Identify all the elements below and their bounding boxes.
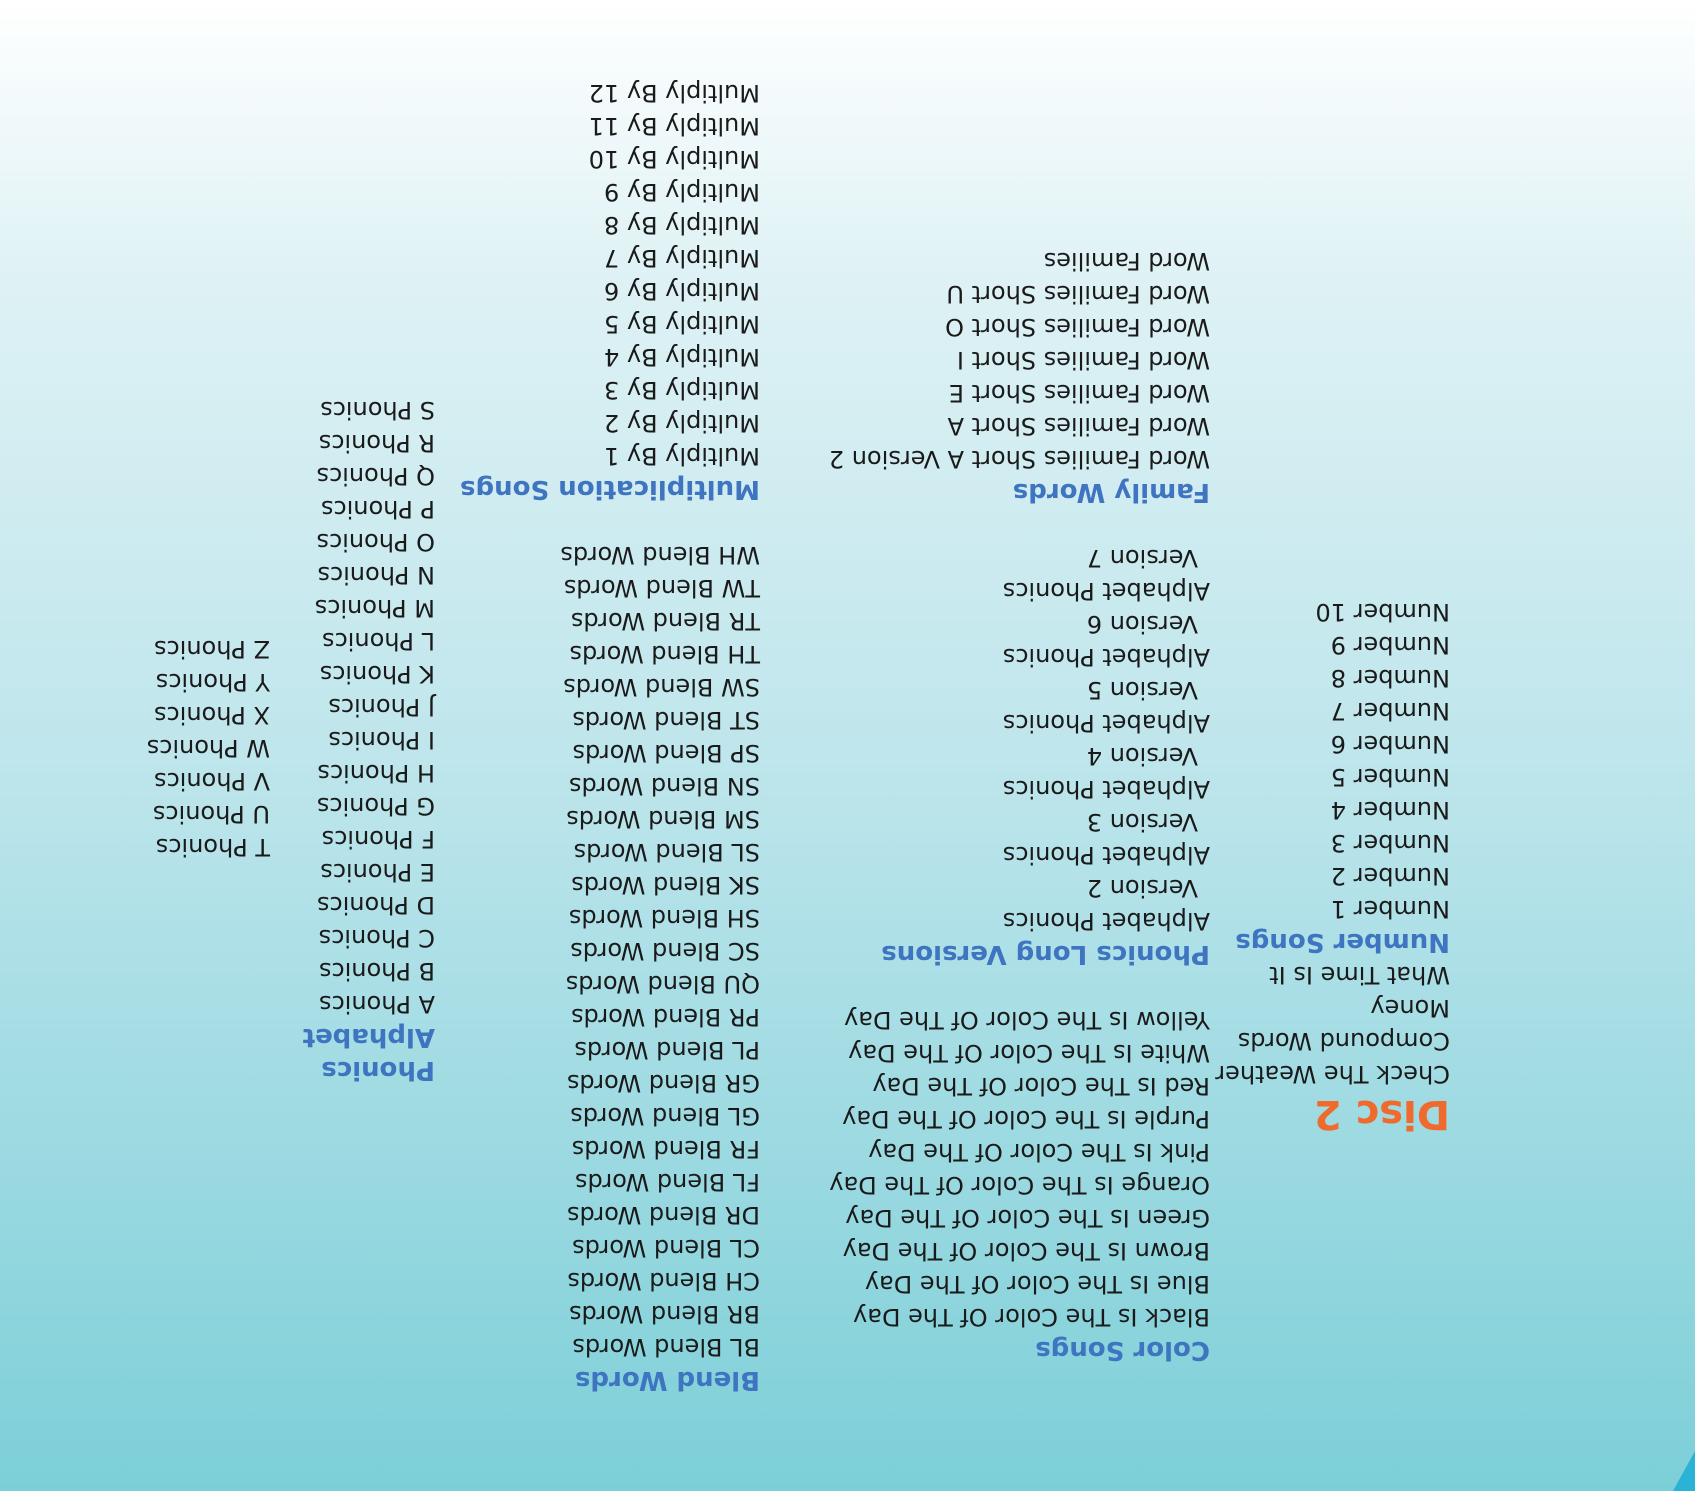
list-item: Number 5	[1330, 763, 1450, 791]
column-disc-number	[1215, 595, 1450, 1136]
blend-words-heading: Blend Words	[574, 1365, 760, 1395]
list-item: V Phonics	[154, 767, 270, 795]
list-item: Multiply By 5	[604, 310, 760, 338]
list-item: W Phonics	[146, 734, 270, 762]
list-item: J Phonics	[328, 693, 435, 721]
list-item: H Phonics	[317, 759, 435, 787]
list-item: Multiply By 2	[604, 409, 760, 437]
list-item: Check The Weather	[1215, 1060, 1450, 1088]
list-item: K Phonics	[319, 660, 435, 688]
list-item: QU Blend Words	[565, 970, 760, 998]
list-item: TR Blend Words	[570, 607, 760, 635]
number-songs-list	[1215, 595, 1450, 925]
list-item: Compound Words	[1237, 1027, 1450, 1055]
list-item: Version 2	[1086, 874, 1198, 902]
list-item: SK Blend Words	[571, 871, 760, 899]
list-item: Purple Is The Color Of The Day	[842, 1105, 1210, 1133]
list-item: TH Blend Words	[569, 640, 760, 668]
list-item: Number 8	[1330, 664, 1450, 692]
list-item: White Is The Color Of The Day	[848, 1039, 1210, 1067]
list-item: Number 2	[1330, 862, 1450, 890]
list-item: Number 1	[1330, 895, 1450, 923]
list-item: Multiply By 3	[604, 376, 760, 404]
list-item: B Phonics	[318, 957, 435, 985]
phonics-alphabet-heading-line1: Phonics	[321, 1055, 435, 1085]
list-item: Q Phonics	[316, 462, 435, 490]
list-item: Word Families Short I	[956, 346, 1210, 374]
list-item: Version 3	[1086, 808, 1198, 836]
list-item: R Phonics	[318, 429, 435, 457]
list-item: Black Is The Color Of The Day	[853, 1303, 1210, 1331]
list-item: Multiply By 1	[604, 442, 760, 470]
list-item: SL Blend Words	[573, 838, 760, 866]
list-item: Y Phonics	[155, 668, 270, 696]
list-item: SC Blend Words	[570, 937, 760, 965]
color-songs-heading: Color Songs	[1035, 1335, 1210, 1365]
phonics-alphabet-list	[303, 393, 435, 1020]
multiplication-heading: Multiplication Songs	[460, 474, 760, 504]
list-item: C Phonics	[318, 924, 435, 952]
list-item: Version 7	[1086, 544, 1198, 572]
list-item: Number 4	[1330, 796, 1450, 824]
list-item: Multiply By 6	[604, 277, 760, 305]
list-item: Number 9	[1330, 631, 1450, 659]
column-phonics-alphabet	[303, 393, 435, 1086]
list-item: Multiply By 12	[588, 79, 760, 107]
list-item: Number 10	[1315, 598, 1450, 626]
list-item: Version 6	[1086, 610, 1198, 638]
corner-accent	[1673, 1451, 1695, 1491]
column-color-phonics-family	[829, 244, 1210, 1366]
list-item: Number 3	[1330, 829, 1450, 857]
list-item: Version 5	[1086, 676, 1198, 704]
phonics-long-heading: Phonics Long Versions	[881, 939, 1210, 969]
list-item: SM Blend Words	[566, 805, 760, 833]
list-item: E Phonics	[320, 858, 435, 886]
phonics-alphabet-list-continued	[147, 632, 270, 863]
list-item: GL Blend Words	[570, 1102, 760, 1130]
list-item: Number 7	[1330, 697, 1450, 725]
list-item: Multiply By 11	[588, 112, 760, 140]
list-item: Multiply By 9	[604, 178, 760, 206]
list-item: N Phonics	[317, 561, 435, 589]
phonics-long-list	[829, 541, 1210, 937]
list-item: Money	[1370, 994, 1450, 1022]
list-item: I Phonics	[328, 726, 435, 754]
list-item: X Phonics	[153, 701, 270, 729]
list-item: Word Families	[1043, 247, 1210, 275]
list-item: U Phonics	[152, 800, 270, 828]
family-words-heading: Family Words	[1012, 477, 1210, 507]
list-item: Word Families Short U	[946, 280, 1210, 308]
list-item: Multiply By 8	[604, 211, 760, 239]
list-item: M Phonics	[314, 594, 435, 622]
list-item: Orange Is The Color Of The Day	[829, 1171, 1210, 1199]
list-item: T Phonics	[155, 833, 270, 861]
list-item: CH Blend Words	[567, 1267, 760, 1295]
list-item: Yellow Is The Color Of The Day	[844, 1006, 1210, 1034]
list-item: SH Blend Words	[568, 904, 760, 932]
list-item: GR Blend Words	[566, 1069, 760, 1097]
list-item: What Time Is It	[1269, 961, 1450, 989]
column-blend-multiplication	[460, 76, 760, 1396]
list-item: D Phonics	[316, 891, 435, 919]
list-item: Multiply By 10	[588, 145, 760, 173]
list-item: WH Blend Words	[560, 541, 760, 569]
disc-title: Disc 2	[1313, 1091, 1450, 1137]
list-item: A Phonics	[319, 990, 435, 1018]
list-item: DR Blend Words	[567, 1201, 760, 1229]
list-item: FL Blend Words	[575, 1168, 760, 1196]
list-item: Blue Is The Color Of The Day	[864, 1270, 1210, 1298]
blend-words-list	[460, 538, 760, 1363]
phonics-alphabet-heading-line2: Alphabet	[302, 1022, 435, 1052]
list-item: O Phonics	[316, 528, 435, 556]
list-item: Alphabet Phonics	[1002, 577, 1210, 605]
list-item: Version 4	[1086, 742, 1198, 770]
list-item: Alphabet Phonics	[1002, 841, 1210, 869]
list-item: PR Blend Words	[571, 1003, 760, 1031]
list-item: Green Is The Color Of The Day	[845, 1204, 1210, 1232]
list-item: Alphabet Phonics	[1002, 907, 1210, 935]
list-item: ST Blend Words	[572, 706, 760, 734]
family-words-list	[829, 244, 1210, 475]
multiplication-list	[460, 76, 760, 472]
list-item: Multiply By 7	[604, 244, 760, 272]
list-item: F Phonics	[321, 825, 435, 853]
list-item: Red Is The Color Of The Day	[872, 1072, 1210, 1100]
list-item: Z Phonics	[153, 635, 270, 663]
column-phonics-alphabet-continued	[147, 632, 270, 863]
list-item: Number 6	[1330, 730, 1450, 758]
list-item: Alphabet Phonics	[1002, 709, 1210, 737]
list-item: S Phonics	[320, 396, 435, 424]
list-item: Alphabet Phonics	[1002, 643, 1210, 671]
list-item: PL Blend Words	[574, 1036, 760, 1064]
list-item: TW Blend Words	[563, 574, 760, 602]
list-item: Word Families Short O	[945, 313, 1210, 341]
list-item: Pink Is The Color Of The Day	[868, 1138, 1210, 1166]
list-item: Word Families Short E	[948, 379, 1210, 407]
list-item: Word Families Short A	[947, 412, 1210, 440]
list-item: BL Blend Words	[572, 1333, 760, 1361]
list-item: Multiply By 4	[604, 343, 760, 371]
list-item: FR Blend Words	[571, 1135, 760, 1163]
number-songs-heading: Number Songs	[1235, 927, 1450, 957]
list-item: SP Blend Words	[572, 739, 760, 767]
color-songs-list	[829, 1003, 1210, 1333]
list-item: L Phonics	[322, 627, 435, 655]
list-item: CL Blend Words	[572, 1234, 760, 1262]
list-item: Alphabet Phonics	[1002, 775, 1210, 803]
list-item: SW Blend Words	[563, 673, 760, 701]
list-item: P Phonics	[320, 495, 435, 523]
list-item: G Phonics	[316, 792, 435, 820]
list-item: BR Blend Words	[569, 1300, 760, 1328]
list-item: SN Blend Words	[569, 772, 760, 800]
list-item: Brown Is The Color Of The Day	[842, 1237, 1210, 1265]
list-item: Word Families Short A Version 2	[828, 445, 1210, 473]
